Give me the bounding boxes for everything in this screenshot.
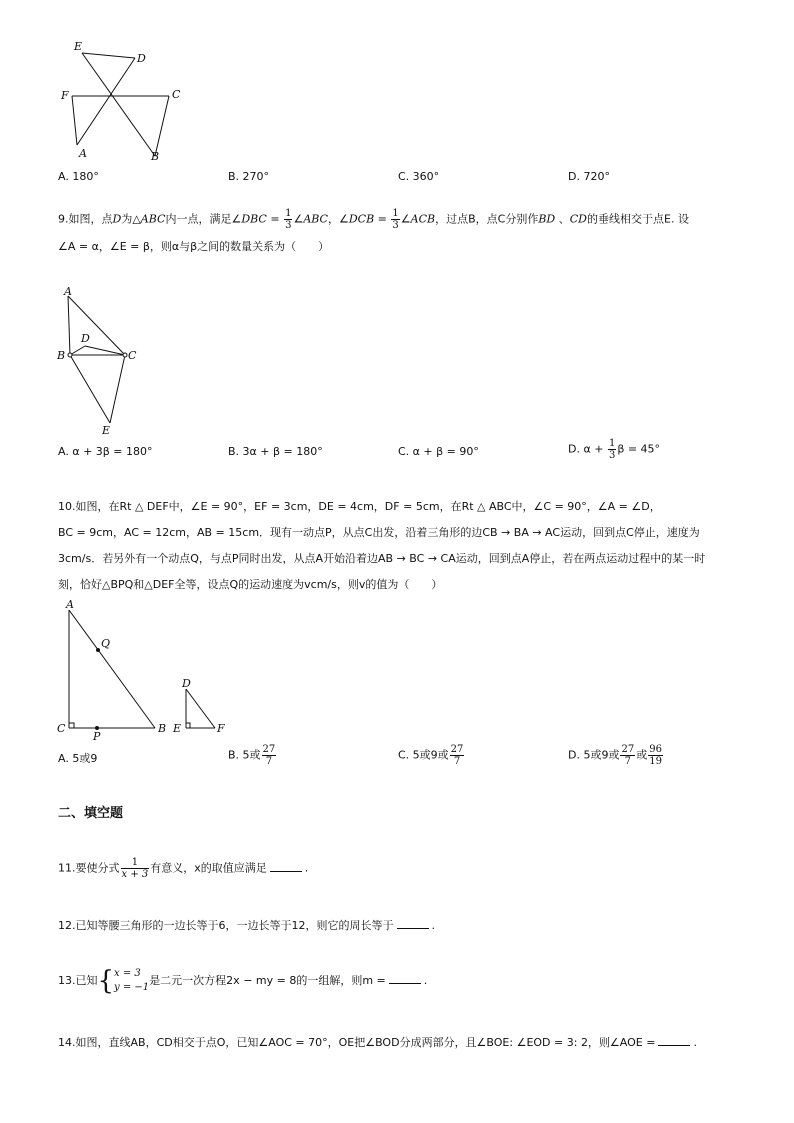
q10-option-c: C. 5或9或 $\frac{27}{7}$ xyxy=(398,744,464,767)
answer-blank[interactable] xyxy=(658,1036,690,1046)
label-E: E xyxy=(173,722,182,735)
label-C: C xyxy=(57,722,66,735)
brace-icon: { xyxy=(97,966,115,996)
figure-q8 xyxy=(55,38,195,168)
label-F: F xyxy=(61,89,69,102)
label-E: E xyxy=(102,424,111,437)
q10-option-a: A. 5或9 xyxy=(58,752,98,765)
label-A: A xyxy=(66,598,74,611)
label-E: E xyxy=(74,40,83,53)
q10-line3: 3cm/s．若另外有一个动点Q，与点P同时出发，从点A开始沿着边AB → BC → CA运动，回到点A停止，若在两点运动过程中的某一时 xyxy=(58,552,706,565)
q11: 11.要使分式 $\frac{1}{x + 3}$ 有意义，x的取值应满足 . xyxy=(58,857,309,880)
q8-option-d: D. 720° xyxy=(568,170,610,183)
q12: 12.已知等腰三角形的一边长等于6，一边长等于12，则它的周长等于 . xyxy=(58,919,435,932)
q10-line4: 刻，恰好△BPQ和△DEF全等，设点Q的运动速度为vcm/s，则v的值为（ ） xyxy=(58,578,443,591)
q8-option-b: B. 270° xyxy=(228,170,270,183)
q14: 14.如图，直线AB，CD相交于点O，已知∠AOC = 70°，OE把∠BOD分成两部分，且∠BOE: ∠EOD = 3: 2，则∠AOE = . xyxy=(58,1036,697,1049)
q9-line1: 9.如图，点D为△ABC内一点，满足∠DBC = $\frac{1}{3}$ ∠ABC，∠DCB = $\frac{1}{3}$ ∠ACB，过点B，点C分别作BD 、CD的垂线相交于点E. 设 xyxy=(58,208,689,231)
label-C: C xyxy=(172,88,181,101)
q9-option-c: C. α + β = 90° xyxy=(398,445,479,458)
q10-line1: 10.如图，在Rt △ DEF中，∠E = 90°，EF = 3cm，DE = 4cm，DF = 5cm，在Rt △ ABC中，∠C = 90°，∠A = ∠D， xyxy=(58,500,661,513)
q9-option-b: B. 3α + β = 180° xyxy=(228,445,323,458)
q10-line2: BC = 9cm，AC = 12cm，AB = 15cm．现有一动点P，从点C出发，沿着三角形的边CB → BA → AC运动，回到点C停止，速度为 xyxy=(58,526,700,539)
q9-line2: ∠A = α，∠E = β，则α与β之间的数量关系为（ ） xyxy=(58,240,330,253)
section-title: 二、填空题 xyxy=(58,806,124,821)
label-F: F xyxy=(217,722,225,735)
figure-q10 xyxy=(55,596,235,741)
label-B: B xyxy=(57,349,66,362)
answer-blank[interactable] xyxy=(397,919,429,929)
label-A: A xyxy=(64,285,72,298)
q8-option-a: A. 180° xyxy=(58,170,99,183)
q13: 13.已知{ x = 3 y = −1 是二元一次方程2x − my = 8的一组解，则m = . xyxy=(58,966,428,996)
answer-blank[interactable] xyxy=(389,974,421,984)
q9-option-a: A. α + 3β = 180° xyxy=(58,445,153,458)
label-Q: Q xyxy=(101,637,111,650)
label-D: D xyxy=(137,52,146,65)
label-P: P xyxy=(93,730,101,741)
figure-q9 xyxy=(55,285,155,440)
label-D: D xyxy=(81,332,90,345)
label-B: B xyxy=(158,722,167,735)
label-A: A xyxy=(79,147,87,160)
q9-option-d: D. α + $\frac{1}{3}$ β = 45° xyxy=(568,438,661,461)
answer-blank[interactable] xyxy=(270,862,302,872)
q10-option-d: D. 5或9或 $\frac{27}{7}$ 或 $\frac{96}{19}$ xyxy=(568,744,662,767)
label-C: C xyxy=(128,349,137,362)
label-D: D xyxy=(182,677,191,690)
q10-option-b: B. 5或 $\frac{27}{7}$ xyxy=(228,744,276,767)
q8-option-c: C. 360° xyxy=(398,170,440,183)
label-B: B xyxy=(151,150,160,163)
